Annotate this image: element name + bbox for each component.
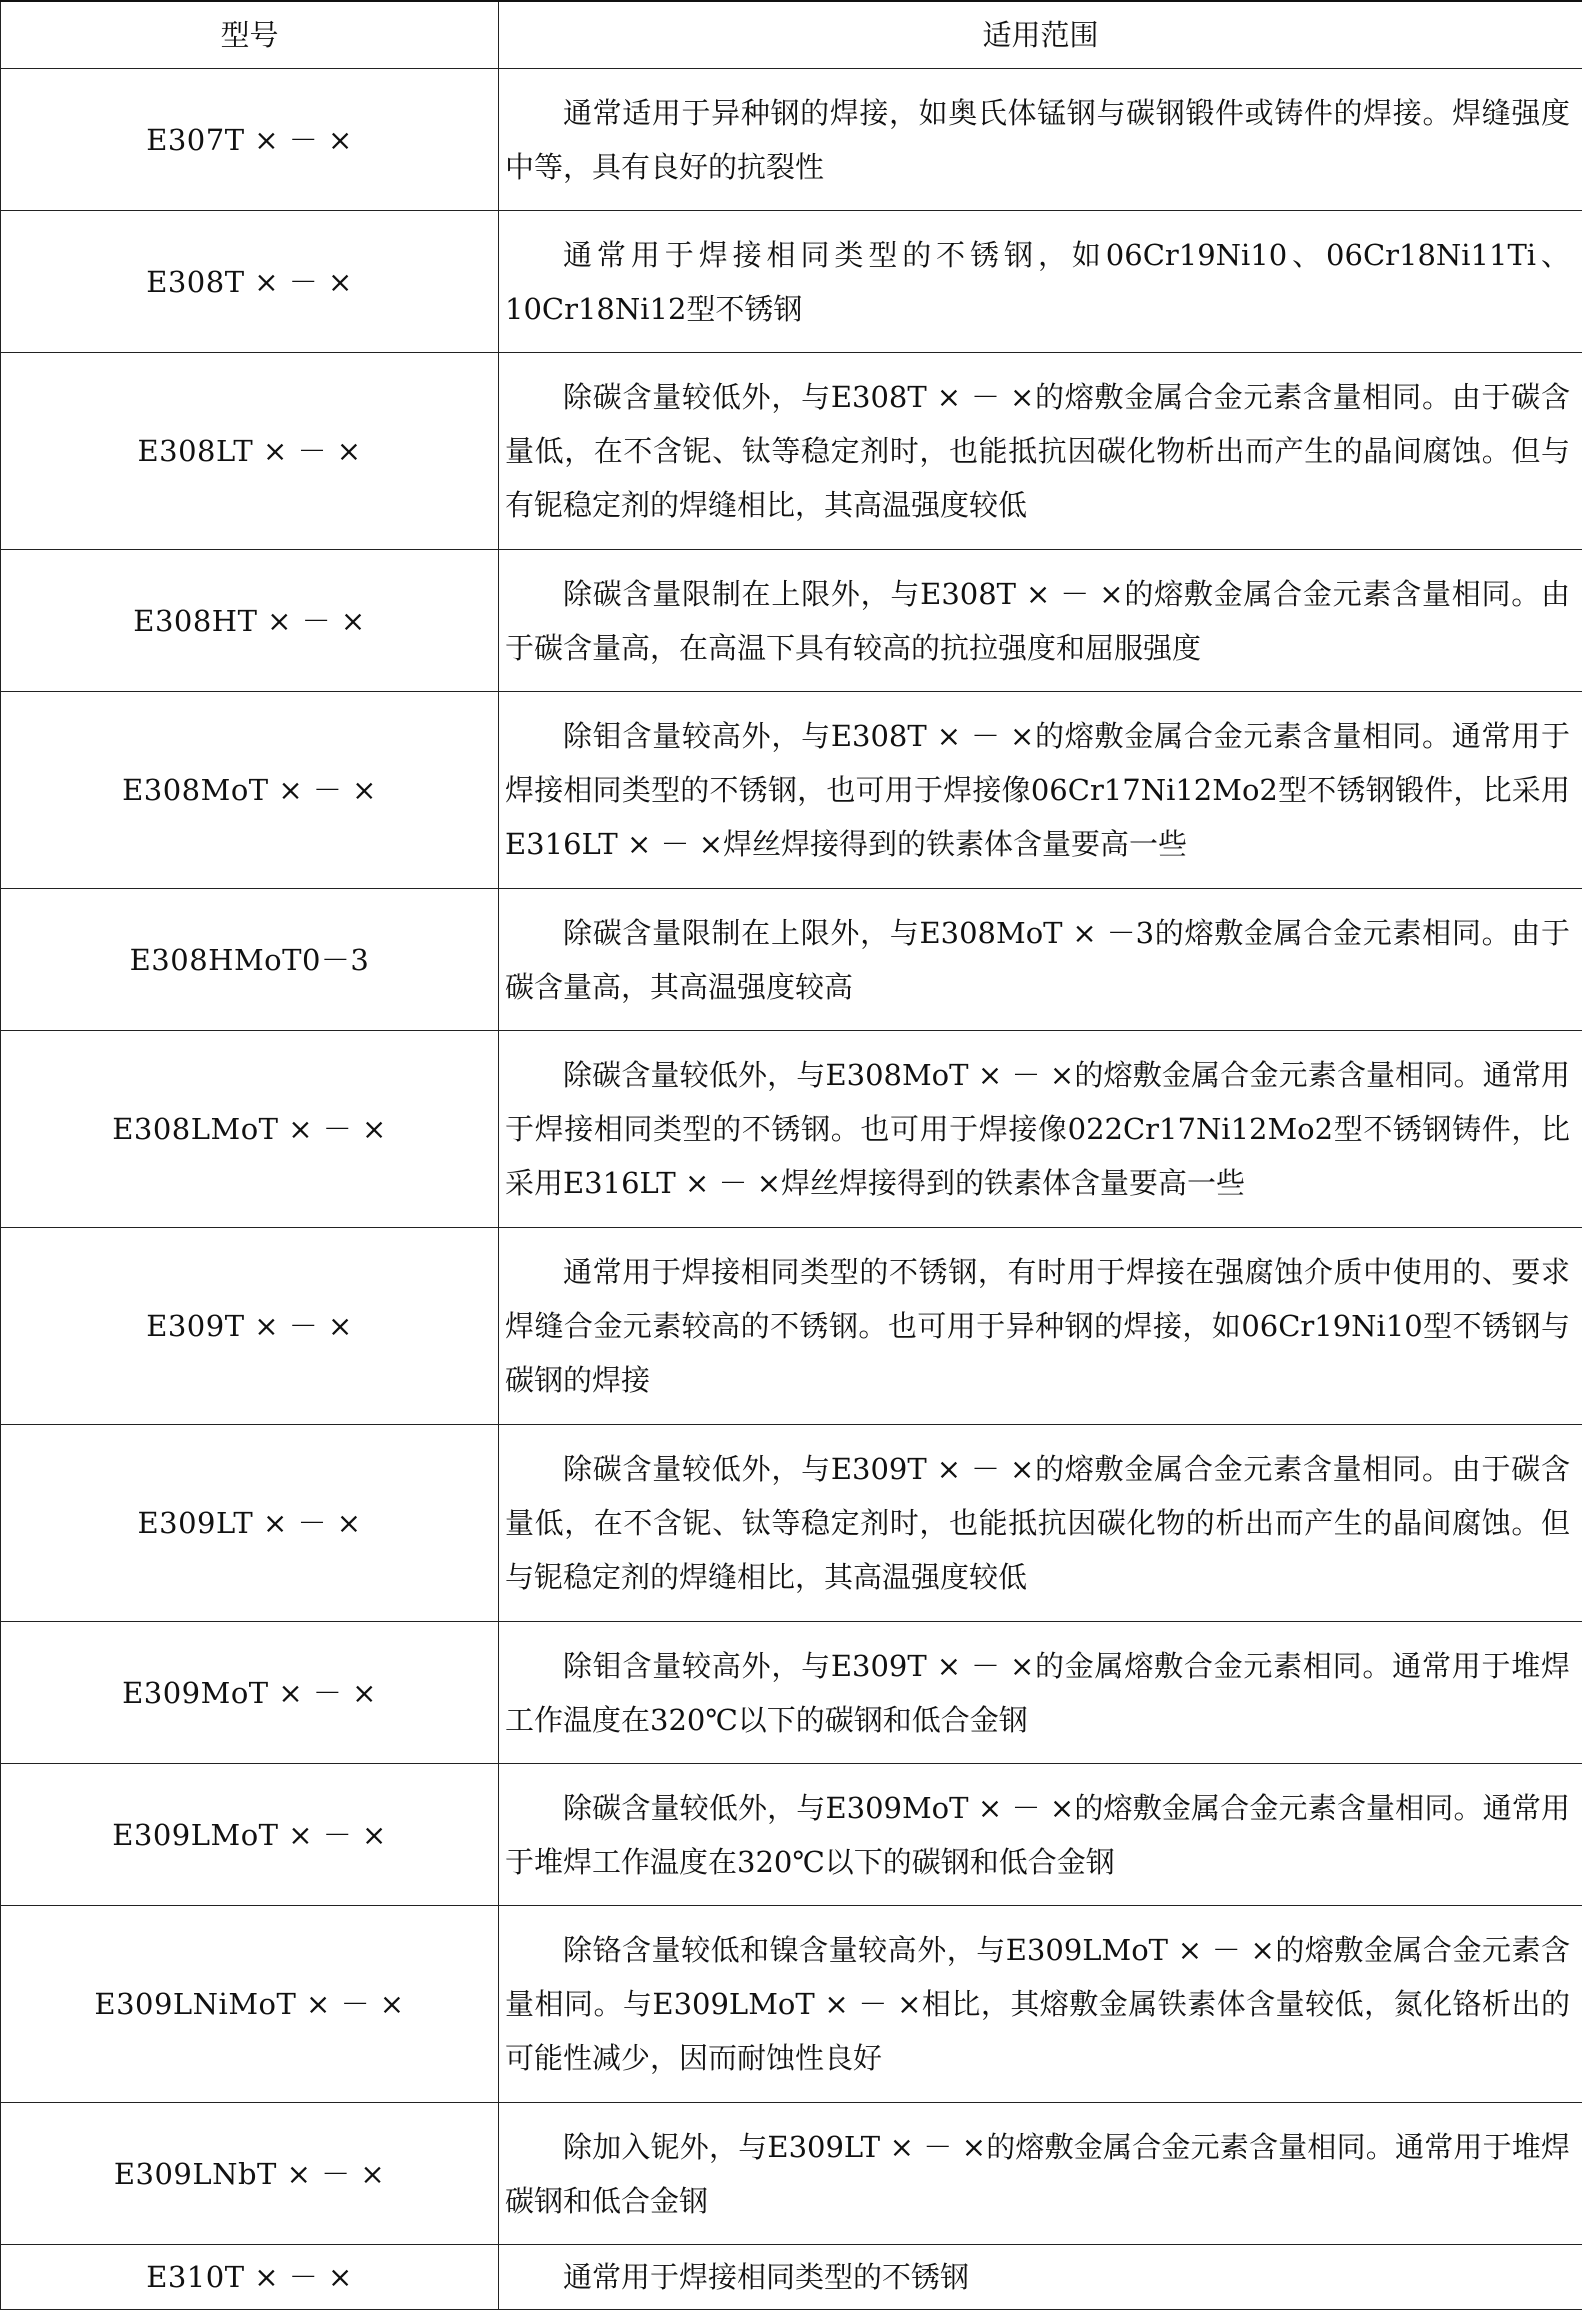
scope-text: 除碳含量限制在上限外，与E308T × － ×的熔敷金属合金元素含量相同。由于碳含量高，在高温下具有较高的抗拉强度和屈服强度 — [505, 567, 1570, 675]
table-row — [1, 211, 1582, 353]
table-row — [1, 69, 1582, 211]
scope-cell — [499, 1031, 1582, 1228]
scope-cell — [499, 2103, 1582, 2245]
table-row — [1, 2103, 1582, 2245]
scope-cell — [499, 1228, 1582, 1425]
scope-text: 通常用于焊接相同类型的不锈钢 — [505, 2252, 1570, 2302]
type-cell: E308HMoT0－3 — [1, 889, 499, 1031]
table-row — [1, 353, 1582, 550]
type-cell: E309T × － × — [1, 1228, 499, 1425]
scope-cell — [499, 1764, 1582, 1906]
type-cell: E309LT × － × — [1, 1425, 499, 1622]
scope-text: 除碳含量较低外，与E308T × － ×的熔敷金属合金元素含量相同。由于碳含量低，在不含铌、钛等稳定剂时，也能抵抗因碳化物析出而产生的晶间腐蚀。但与有铌稳定剂的焊缝相比，其高温强度较低 — [505, 370, 1570, 532]
scope-cell — [499, 1906, 1582, 2103]
scope-text: 通常用于焊接相同类型的不锈钢，如06Cr19Ni10、06Cr18Ni11Ti、10Cr18Ni12型不锈钢 — [505, 228, 1570, 336]
table-row — [1, 1622, 1582, 1764]
scope-cell — [499, 353, 1582, 550]
scope-cell — [499, 889, 1582, 1031]
table-row — [1, 1228, 1582, 1425]
scope-text: 通常用于焊接相同类型的不锈钢，有时用于焊接在强腐蚀介质中使用的、要求焊缝合金元素较高的不锈钢。也可用于异种钢的焊接，如06Cr19Ni10型不锈钢与碳钢的焊接 — [505, 1245, 1570, 1407]
scope-cell — [499, 211, 1582, 353]
type-cell: E309LMoT × － × — [1, 1764, 499, 1906]
type-cell: E307T × － × — [1, 69, 499, 211]
scope-text: 除钼含量较高外，与E309T × － ×的金属熔敷合金元素相同。通常用于堆焊工作温度在320℃以下的碳钢和低合金钢 — [505, 1639, 1570, 1747]
scope-cell — [499, 692, 1582, 889]
table-row — [1, 2245, 1582, 2310]
type-cell: E308MoT × － × — [1, 692, 499, 889]
table-row — [1, 1906, 1582, 2103]
header-type: 型号 — [1, 1, 499, 69]
table-row — [1, 1031, 1582, 1228]
scope-cell — [499, 550, 1582, 692]
header-scope: 适用范围 — [499, 1, 1582, 69]
type-cell: E308HT × － × — [1, 550, 499, 692]
scope-cell — [499, 69, 1582, 211]
table-header-row — [1, 1, 1582, 69]
table-row — [1, 1425, 1582, 1622]
type-cell: E309MoT × － × — [1, 1622, 499, 1764]
type-cell: E308LT × － × — [1, 353, 499, 550]
table-row — [1, 1764, 1582, 1906]
type-cell: E308LMoT × － × — [1, 1031, 499, 1228]
scope-text: 通常适用于异种钢的焊接，如奥氏体锰钢与碳钢锻件或铸件的焊接。焊缝强度中等，具有良好的抗裂性 — [505, 86, 1570, 194]
scope-cell — [499, 1425, 1582, 1622]
scope-text: 除碳含量较低外，与E309T × － ×的熔敷金属合金元素含量相同。由于碳含量低，在不含铌、钛等稳定剂时，也能抵抗因碳化物的析出而产生的晶间腐蚀。但与铌稳定剂的焊缝相比，其高温强度较低 — [505, 1442, 1570, 1604]
scope-cell — [499, 1622, 1582, 1764]
type-cell: E309LNiMoT × － × — [1, 1906, 499, 2103]
table-row — [1, 550, 1582, 692]
scope-text: 除钼含量较高外，与E308T × － ×的熔敷金属合金元素含量相同。通常用于焊接相同类型的不锈钢，也可用于焊接像06Cr17Ni12Mo2型不锈钢锻件，比采用E316LT × － ×焊丝焊接得到的铁素体含量要高一些 — [505, 709, 1570, 871]
scope-text: 除碳含量较低外，与E309MoT × － ×的熔敷金属合金元素含量相同。通常用于堆焊工作温度在320℃以下的碳钢和低合金钢 — [505, 1781, 1570, 1889]
scope-text: 除铬含量较低和镍含量较高外，与E309LMoT × － ×的熔敷金属合金元素含量相同。与E309LMoT × － ×相比，其熔敷金属铁素体含量较低，氮化铬析出的可能性减少，因而耐蚀性良好 — [505, 1923, 1570, 2085]
scope-text: 除碳含量限制在上限外，与E308MoT × －3的熔敷金属合金元素相同。由于碳含量高，其高温强度较高 — [505, 906, 1570, 1014]
type-cell: E310T × － × — [1, 2245, 499, 2310]
table-row — [1, 692, 1582, 889]
type-cell: E309LNbT × － × — [1, 2103, 499, 2245]
type-cell: E308T × － × — [1, 211, 499, 353]
scope-cell — [499, 2245, 1582, 2310]
table-row — [1, 889, 1582, 1031]
scope-text: 除碳含量较低外，与E308MoT × － ×的熔敷金属合金元素含量相同。通常用于焊接相同类型的不锈钢。也可用于焊接像022Cr17Ni12Mo2型不锈钢铸件，比采用E316LT × － ×焊丝焊接得到的铁素体含量要高一些 — [505, 1048, 1570, 1210]
scope-text: 除加入铌外，与E309LT × － ×的熔敷金属合金元素含量相同。通常用于堆焊碳钢和低合金钢 — [505, 2120, 1570, 2228]
